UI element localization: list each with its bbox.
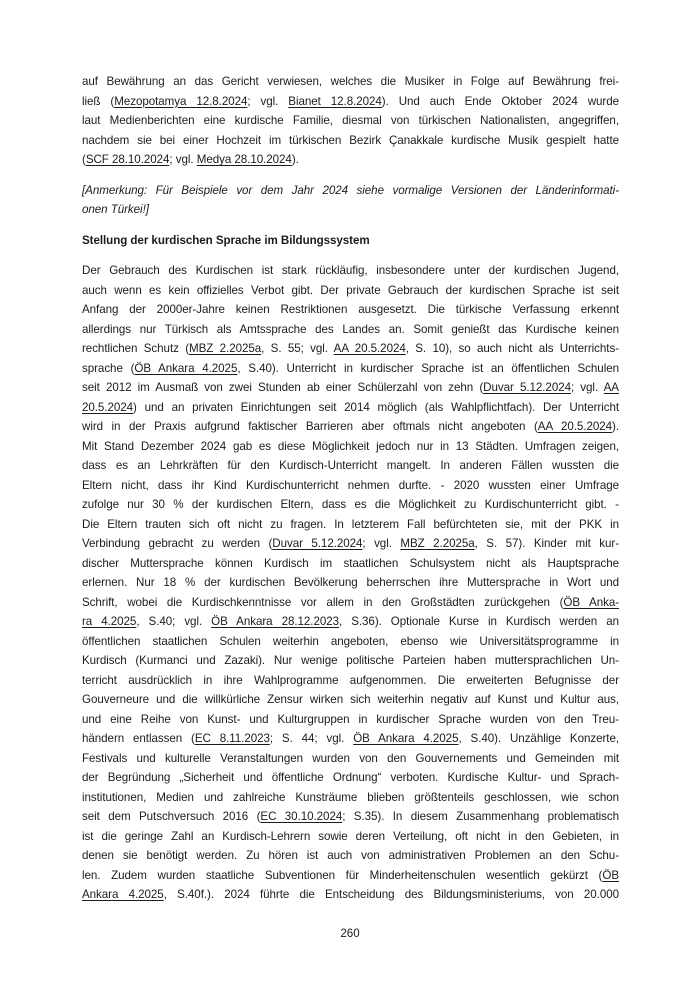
citation-link[interactable]: Ankara 4.2025 [82,888,164,901]
citation-link[interactable]: AA 20.5.2024 [333,342,406,355]
citation-link[interactable]: ra 4.2025 [82,615,137,628]
page-number: 260 [340,927,360,940]
text-run: zufolge nur 30 % der kurdischen Eltern, dass es die Möglichkeit zu Kurdischunterricht gibt. - [82,498,619,511]
text-run: Der Gebrauch des Kurdischen ist stark rückläufig, insbesondere unter der kurdischen Jugend, [82,264,619,277]
text-line [82,476,619,496]
citation-link[interactable]: ÖB Ankara 4.2025 [353,732,459,745]
citation-link[interactable]: Bianet 12.8.2024 [288,94,382,108]
text-line [82,729,619,749]
text-run: ; S.35). In diesem Zusammenhang problematisch [342,810,619,823]
text-line [82,612,619,632]
text-line [82,359,619,379]
text-line [82,885,619,905]
citation-link[interactable]: AA 20.5.2024 [537,420,613,433]
citation-link[interactable]: ÖB Ankara 4.2025 [134,361,238,375]
text-run: Schrift, wobei die Kurdischkenntnisse vor allem in den Großstädten zurückgehen ( [82,595,564,609]
text-line [82,320,619,340]
text-line [82,846,619,866]
text-line [82,593,619,613]
text-run: erlernen. Nur 18 % der kurdischen Bevölkerung beherrschen ihre Muttersprache in Wort und [82,576,619,589]
text-run: ; vgl. [247,94,289,108]
section-heading [82,231,619,251]
text-run: discher Muttersprache können Kurdisch im staatlichen Schulsystem nicht als Hauptsprache [82,556,619,570]
text-line [82,710,619,730]
text-line [82,515,619,535]
text-run: Eltern nicht, dass ihr Kind Kurdischunterricht nehmen durfte. - 2020 wussten einer Umfrage [82,478,619,492]
text-run: , S. 10), so auch nicht als Unterrichts- [405,342,619,355]
text-line [82,72,619,92]
text-run: ; vgl. [570,381,604,394]
text-run: allerdings nur Türkisch als Amtssprache des Landes an. Somit genießt das Kurdische keinen [82,322,619,336]
text-line [82,231,619,251]
citation-link[interactable]: ÖB Anka- [563,595,620,609]
citation-link[interactable]: 20.5.2024 [82,400,134,414]
text-line [82,671,619,691]
text-line [82,495,619,515]
text-run: , S.40; vgl. [136,615,212,628]
text-line [82,554,619,574]
text-run: onen Türkei!] [82,203,149,216]
text-run: ) und an privaten Einrichtungen seit 2014 möglich (als Wahlpflichtfach). Der Unterricht [133,400,619,414]
text-run: ). Und auch Ende Oktober 2024 wurde [381,94,620,108]
text-run: Festivals und kulturelle Veranstaltungen wurden von den Gouvernements und Gemeinden mit [82,751,619,765]
text-run: Kurdisch (Kurmanci und Zazaki). Nur wenige politische Parteien haben muttersprachlichen Un- [82,654,619,667]
citation-link[interactable]: ÖB [602,868,619,882]
text-run: ließ ( [82,94,115,108]
citation-link[interactable]: SCF 28.10.2024 [85,153,170,166]
text-line [82,866,619,886]
text-line [82,437,619,457]
text-line [82,281,619,301]
text-run: institutionen, Medien und zahlreiche Kunsträume blieben größtenteils geschlossen, wie schon [82,790,619,804]
text-line [82,632,619,652]
text-line [82,651,619,671]
text-run: auch wenn es kein offizielles Verbot gibt. Der private Gebrauch der kurdischen Sprache ist seit [82,283,619,297]
text-line [82,690,619,710]
text-run: , S.36). Optionale Kurse in Kurdisch werden an [339,615,619,628]
text-line [82,807,619,827]
text-run: , S. 57). Kinder mit kur- [474,537,619,550]
citation-link[interactable]: Mezopotamya 12.8.2024 [114,94,248,108]
text-run: seit dem Putschversuch 2016 ( [82,810,261,823]
annotation-note [82,181,619,220]
text-line [82,788,619,808]
text-run: dass es an Lehrkräften für den Kurdisch-Unterricht mangelt. In anderen Fällen wussten die [82,459,619,472]
text-run: rechtlichen Schutz ( [82,342,189,355]
text-line [82,749,619,769]
text-run: sprache ( [82,361,135,375]
citation-link[interactable]: EC 30.10.2024 [260,810,343,823]
citation-link[interactable]: Duvar 5.12.2024 [272,537,363,550]
text-line [82,827,619,847]
text-run: der Begründung „Sicherheit und öffentliche Ordnung“ verboten. Kurdische Kultur- und Sprach- [82,771,619,784]
text-run: Gouverneure und die willkürliche Zensur wirken sich weiterhin negativ auf Kunst und Kultur aus, [82,693,619,706]
text-run: Verbindung gebracht zu werden ( [82,537,273,550]
text-run: denen sie benötigt werden. Zu hören ist auch von administrativen Problemen an den Schu- [82,849,619,862]
text-run: ( [82,153,86,166]
document-content [82,72,619,905]
text-line [82,768,619,788]
citation-link[interactable]: MBZ 2.2025a [400,537,475,550]
text-run: , S.40). Unzählige Konzerte, [458,732,619,745]
text-run: laut Medienberichten eine kurdische Familie, diesmal von türkischen Nationalisten, angegriffen, [82,114,619,127]
text-run: [Anmerkung: Für Beispiele vor dem Jahr 2024 siehe vormalige Versionen der Länderinformati- [82,183,619,197]
citation-link[interactable]: AA [603,381,619,394]
text-run: Anfang der 2000er-Jahre keinen Restriktionen ausgesetzt. Die türkische Verfassung erkennt [82,303,619,316]
citation-link[interactable]: MBZ 2.2025a [189,342,262,355]
text-run: und eine Reihe von Kunst- und Kulturgruppen in kurdischer Sprache wurden von den Treu- [82,712,619,726]
text-line [82,456,619,476]
text-run: ). [612,420,620,433]
text-run: , S.40). Unterricht in kurdischer Sprache ist an öffentlichen Schulen [237,361,619,375]
text-line [82,300,619,320]
text-run: , S.40f.). 2024 führte die Entscheidung des Bildungsministeriums, von 20.000 [163,888,620,901]
text-run: ; S. 44; vgl. [269,732,354,745]
text-run: händern entlassen ( [82,732,195,745]
text-run: auf Bewährung an das Gericht verwiesen, welches die Musiker in Folge auf Bewährung frei- [82,75,619,88]
text-run: ). [291,153,299,166]
citation-link[interactable]: Medya 28.10.2024 [196,153,292,166]
text-line [82,378,619,398]
intro-paragraph [82,72,619,170]
text-line [82,131,619,151]
text-line [82,534,619,554]
text-line [82,92,619,112]
citation-link[interactable]: ÖB Ankara 28.12.2023 [211,615,340,628]
text-run: öffentlichen staatlichen Schulen weiterhin angeboten, ebenso wie Universitätsprogramme in [82,634,619,648]
text-run: ; vgl. [362,537,401,550]
text-run: terricht ausdrücklich in ihre Wahlprogramme aufgenommen. Die erweiterten Befugnisse der [82,673,619,687]
text-run: len. Zudem wurden staatliche Subventionen für Minderheitenschulen wesentlich gekürzt ( [82,868,603,882]
text-line [82,150,619,170]
text-line [82,261,619,281]
body-paragraph [82,261,619,905]
text-run: nachdem sie bei einer Hochzeit im türkischen Bezirk Çanakkale kurdische Musik gespielt hatte [82,133,619,147]
text-line [82,573,619,593]
text-run: seit 2012 im Ausmaß von zwei Stunden ab einer Schülerzahl von zehn ( [82,381,484,394]
text-line [82,111,619,131]
text-run: ist die geringe Zahl an Kurdisch-Lehrern sowie deren Verteilung, oft nicht in den Gebieten, in [82,829,619,843]
text-run: wird in der Praxis aufgrund faktischer Barrieren aber oftmals nicht angeboten ( [82,420,538,433]
citation-link[interactable]: EC 8.11.2023 [194,732,270,745]
text-run: ; vgl. [169,153,197,166]
text-run: Die Eltern trauten sich oft nicht zu fragen. In letzterem Fall befürchteten sie, mit der PKK in [82,517,619,531]
text-line [82,417,619,437]
text-line [82,200,619,220]
text-line [82,398,619,418]
text-line [82,339,619,359]
citation-link[interactable]: Duvar 5.12.2024 [483,381,571,394]
text-line [82,181,619,201]
text-run: Mit Stand Dezember 2024 gab es diese Möglichkeit jedoch nur in 13 Städten. Umfragen zeigen, [82,439,619,453]
text-run: , S. 55; vgl. [261,342,334,355]
text-run: Stellung der kurdischen Sprache im Bildungssystem [82,233,370,247]
